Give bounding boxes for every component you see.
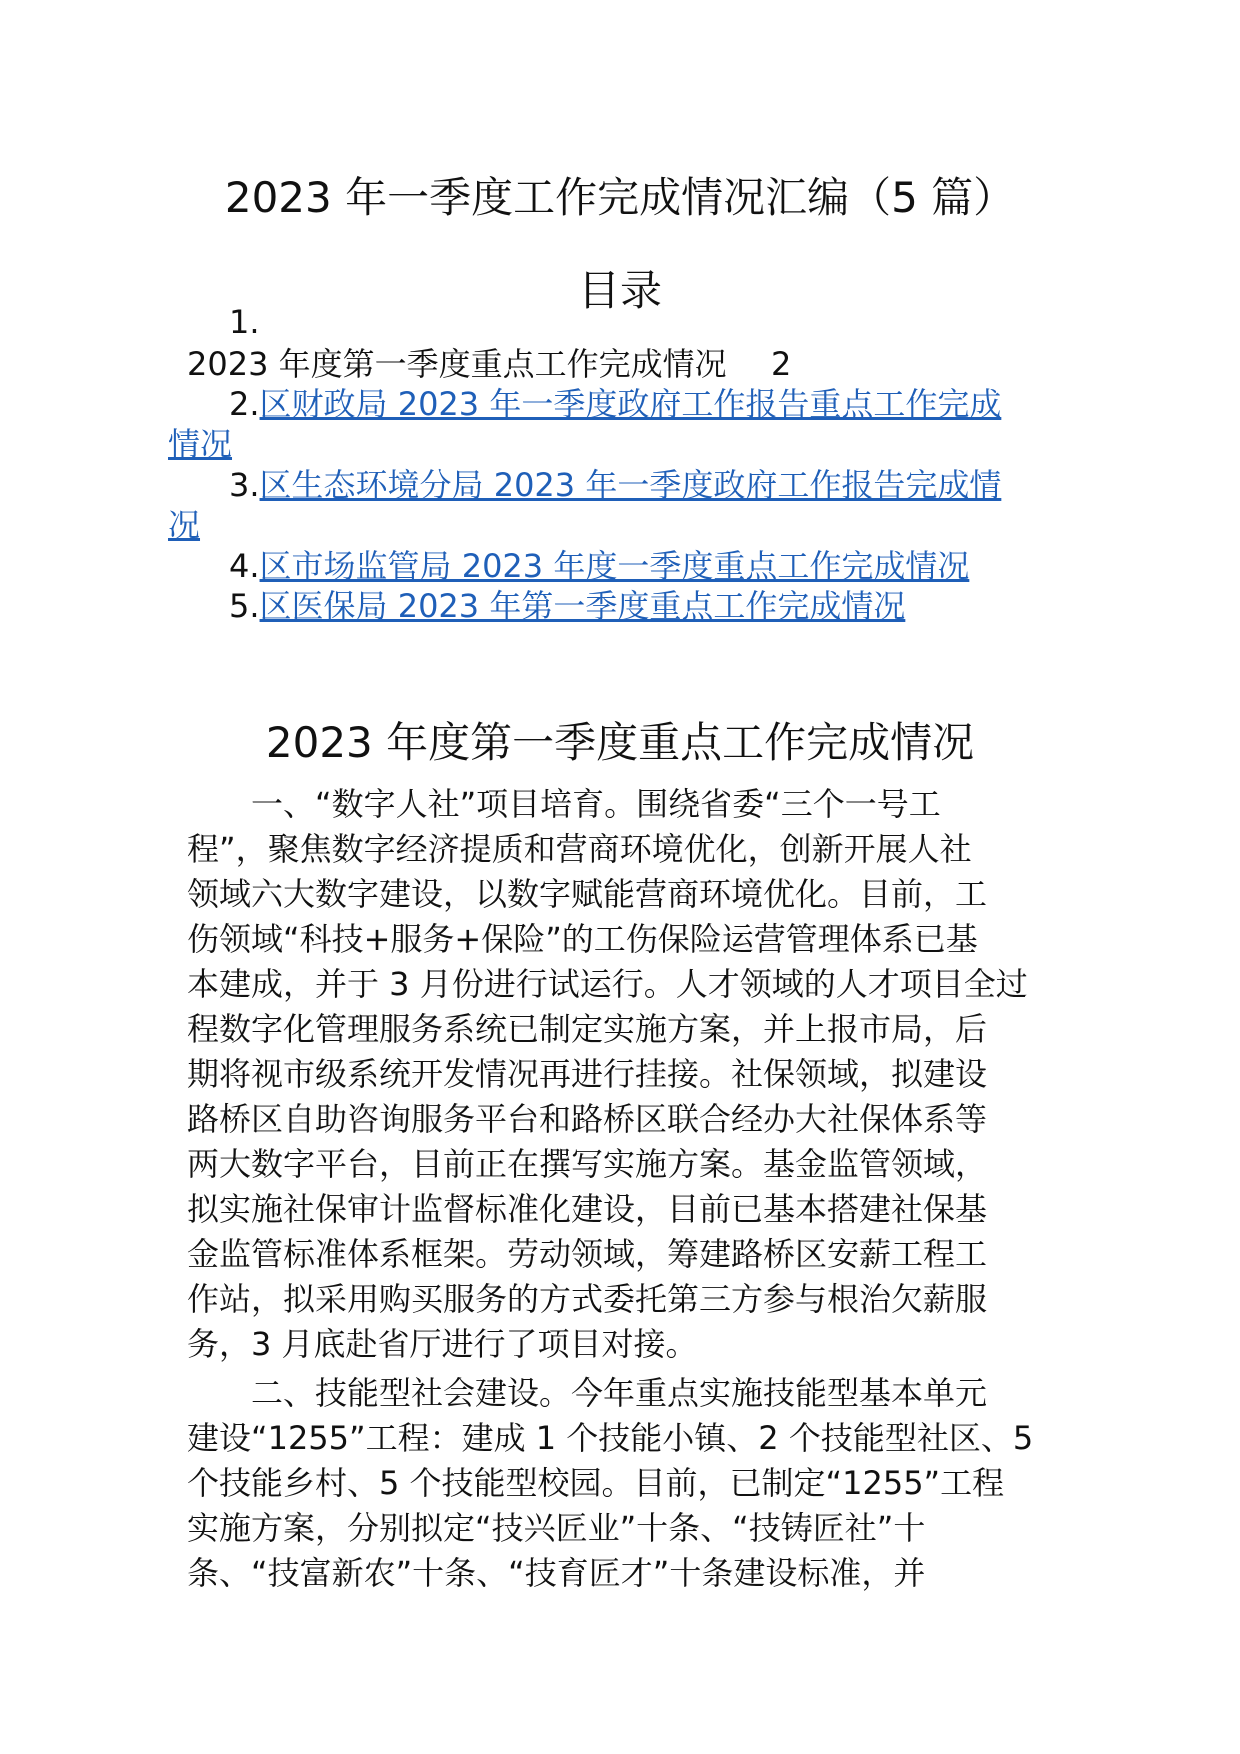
paragraph-line: 作站，拟采用购买服务的方式委托第三方参与根治欠薪服: [187, 1280, 988, 1318]
toc-item-4[interactable]: [229, 544, 1099, 588]
paragraph-line: 务，3 月底赴省厅进行了项目对接。: [187, 1325, 698, 1363]
toc-item-2-link[interactable]: 区财政局 2023 年一季度政府工作报告重点工作完成: [259, 385, 1002, 423]
toc-item-3-continued[interactable]: [168, 503, 1038, 547]
toc-item-1-page: 2: [770, 345, 792, 383]
paragraph-line: 本建成，并于 3 月份进行试运行。人才领域的人才项目全过: [187, 965, 1028, 1003]
toc-item-2-number: 2.: [229, 385, 260, 423]
toc-heading: 目录: [577, 266, 662, 315]
paragraph-line: 拟实施社保审计监督标准化建设，目前已基本搭建社保基: [187, 1190, 988, 1228]
toc-item-2-continued[interactable]: [168, 422, 1038, 466]
paragraph-line: 实施方案，分别拟定“技兴匠业”十条、“技铸匠社”十: [187, 1509, 926, 1547]
toc-item-2-link-cont[interactable]: 情况: [168, 425, 233, 463]
toc-item-1-text: 2023 年度第一季度重点工作完成情况: [187, 345, 727, 383]
toc-item-3-number: 3.: [229, 466, 260, 504]
toc-item-4-link[interactable]: 区市场监管局 2023 年度一季度重点工作完成情况: [259, 547, 970, 585]
toc-item-3[interactable]: [229, 463, 1099, 507]
toc-item-4-number: 4.: [229, 547, 260, 585]
paragraph-line: 条、“技富新农”十条、“技育匠才”十条建设标准，并: [187, 1554, 926, 1592]
toc-item-5[interactable]: [229, 584, 1099, 628]
paragraph-line: 两大数字平台，目前正在撰写实施方案。基金监管领域，: [187, 1145, 988, 1183]
paragraph-line: 路桥区自助咨询服务平台和路桥区联合经办大社保体系等: [187, 1100, 988, 1138]
paragraph-line: 个技能乡村、5 个技能型校园。目前，已制定“1255”工程: [187, 1464, 1005, 1502]
toc-item-5-link[interactable]: 区医保局 2023 年第一季度重点工作完成情况: [259, 587, 906, 625]
paragraph-line: 程数字化管理服务系统已制定实施方案，并上报市局，后: [187, 1010, 988, 1048]
paragraph-line: 金监管标准体系框架。劳动领域，筹建路桥区安薪工程工: [187, 1235, 988, 1273]
toc-item-2[interactable]: [229, 382, 1099, 426]
section-title: 2023 年度第一季度重点工作完成情况: [265, 718, 975, 767]
document-title: 2023 年一季度工作完成情况汇编（5 篇）: [224, 173, 1016, 222]
paragraph-line: 程”，聚焦数字经济提质和营商环境优化，创新开展人社: [187, 830, 972, 868]
paragraph-line: 一、“数字人社”项目培育。围绕省委“三个一号工: [251, 785, 941, 823]
toc-item-3-link[interactable]: 区生态环境分局 2023 年一季度政府工作报告完成情: [259, 466, 1002, 504]
toc-item-1-number: 1.: [229, 303, 260, 341]
paragraph-line: 二、技能型社会建设。今年重点实施技能型基本单元: [251, 1374, 988, 1412]
paragraph-line: 伤领域“科技+服务+保险”的工伤保险运营管理体系已基: [187, 920, 978, 958]
paragraph-line: 期将视市级系统开发情况再进行挂接。社保领域，拟建设: [187, 1055, 988, 1093]
toc-item-5-number: 5.: [229, 587, 260, 625]
paragraph-line: 建设“1255”工程：建成 1 个技能小镇、2 个技能型社区、5: [187, 1419, 1034, 1457]
toc-item-3-link-cont[interactable]: 况: [168, 506, 201, 544]
paragraph-line: 领域六大数字建设，以数字赋能营商环境优化。目前，工: [187, 875, 988, 913]
toc-item-1[interactable]: [187, 342, 1057, 386]
